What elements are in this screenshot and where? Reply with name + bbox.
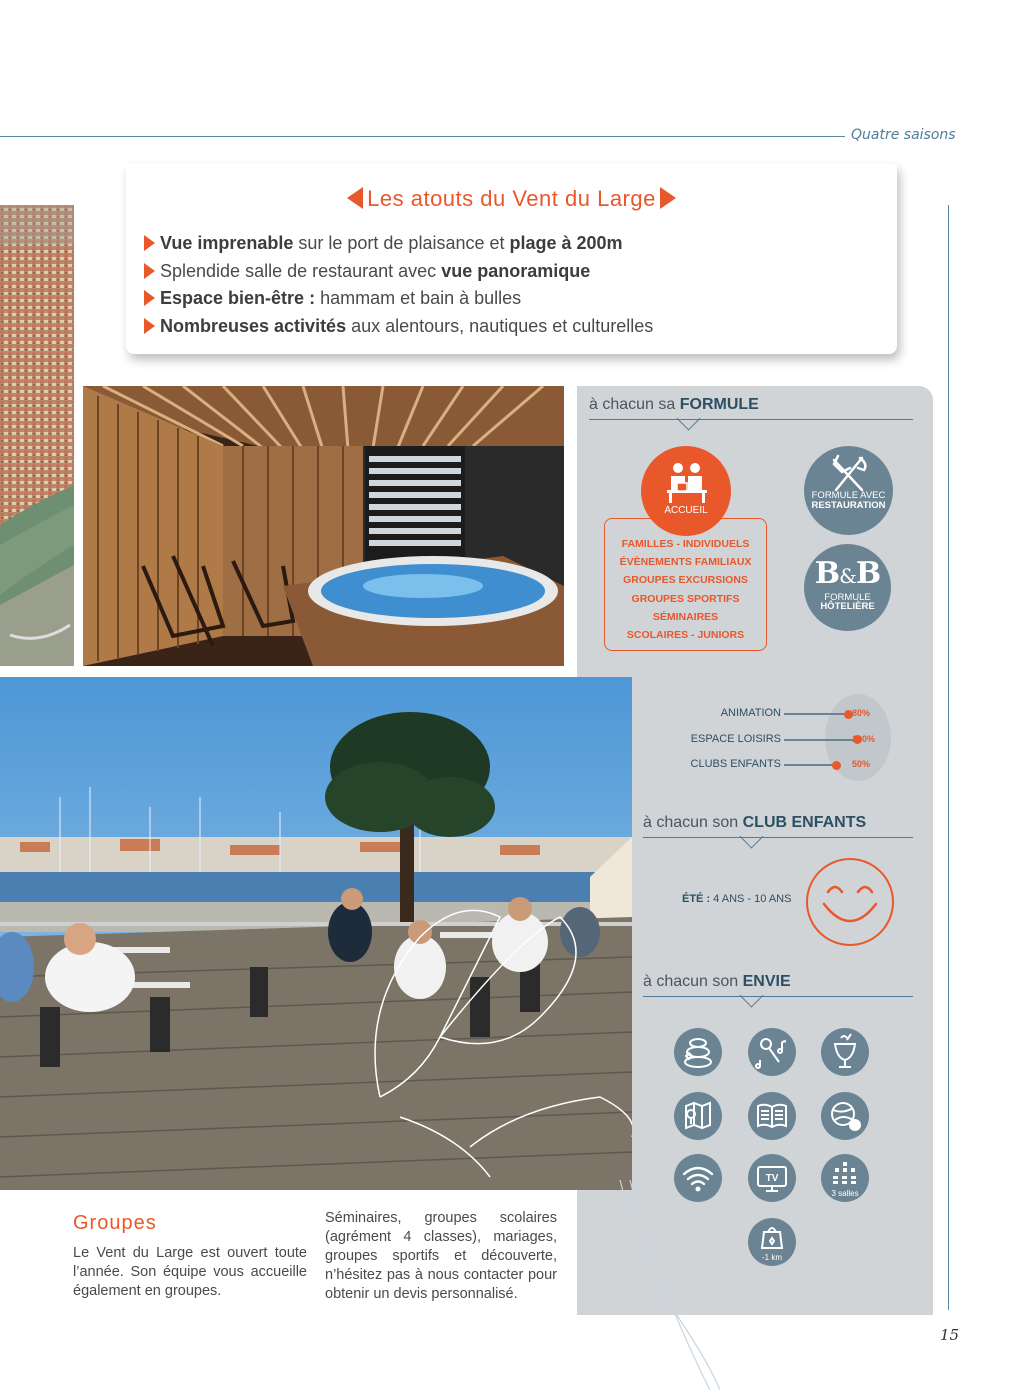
list-item bbox=[144, 230, 653, 258]
bullet-triangle-icon bbox=[144, 263, 155, 279]
library-book-icon bbox=[748, 1092, 796, 1140]
bed-breakfast-circle bbox=[804, 544, 891, 631]
page-number: 15 bbox=[940, 1326, 960, 1344]
header-rule bbox=[0, 136, 845, 137]
groupes-paragraph-2: Séminaires, groupes scolaires (agrément 4 classes), mariages, groupes sportifs et découverte, n’hésitez pas à nous contacter pour obtenir un devis personnalisé. bbox=[325, 1210, 557, 1302]
list-item: SCOLAIRES - JUNIORS bbox=[626, 628, 745, 641]
karaoke-music-icon bbox=[748, 1028, 796, 1076]
groupes-paragraph-1: Le Vent du Large est ouvert toute l’année. Son équipe vous accueille également en groupes. bbox=[73, 1245, 307, 1299]
bb-logo bbox=[804, 556, 891, 591]
triangle-left-icon bbox=[347, 187, 363, 209]
wifi-icon bbox=[674, 1154, 722, 1202]
formule-list bbox=[604, 518, 767, 651]
list-item bbox=[144, 285, 653, 313]
atouts-title: Les atouts du Vent du Large bbox=[367, 186, 656, 211]
svg-text:TV: TV bbox=[765, 1173, 779, 1184]
ete-value: 4 ANS - 10 ANS bbox=[710, 893, 792, 905]
stat-label: CLUBS ENFANTS bbox=[690, 758, 781, 770]
tv-icon bbox=[748, 1154, 796, 1202]
shopping-caption: -1 km bbox=[762, 1253, 782, 1262]
item-text: hammam et bain à bulles bbox=[315, 288, 522, 308]
item-bold: plage à 200m bbox=[509, 233, 623, 253]
restauration-line1: FORMULE AVEC bbox=[811, 490, 886, 501]
list-item: SÉMINAIRES bbox=[652, 610, 719, 623]
margin-rule bbox=[948, 205, 949, 1310]
bb-line1: FORMULE bbox=[824, 592, 871, 603]
item-bold: Espace bien-être : bbox=[160, 288, 316, 308]
list-item: FAMILLES - INDIVIDUELS bbox=[621, 538, 750, 550]
list-item: ÉVÈNEMENTS FAMILIAUX bbox=[619, 556, 752, 569]
restauration-circle bbox=[804, 446, 893, 535]
stat-label: ESPACE LOISIRS bbox=[690, 732, 781, 745]
stat-dot bbox=[832, 761, 841, 770]
heading-bold: FORMULE bbox=[679, 396, 759, 413]
bb-letter: B bbox=[855, 556, 881, 591]
stat-label: ANIMATION bbox=[720, 707, 781, 719]
item-text: Splendide salle de restaurant avec bbox=[160, 260, 442, 281]
list-item bbox=[144, 313, 653, 341]
bullet-triangle-icon bbox=[144, 290, 155, 306]
cocktail-icon bbox=[821, 1028, 869, 1076]
item-bold: vue panoramique bbox=[441, 260, 591, 281]
heading-bold: ENVIE bbox=[742, 973, 791, 990]
item-text: sur le port de plaisance et bbox=[293, 233, 510, 253]
stat-value: 80% bbox=[852, 708, 871, 718]
club-rule bbox=[643, 837, 913, 838]
smiley-icon bbox=[806, 858, 894, 946]
bullet-triangle-icon bbox=[144, 318, 155, 334]
stat-bar bbox=[784, 713, 848, 715]
atouts-title-wrap bbox=[126, 186, 897, 212]
club-age-text bbox=[682, 893, 791, 905]
meeting-rooms-caption: 3 salles bbox=[831, 1189, 859, 1198]
meeting-rooms-icon bbox=[821, 1154, 869, 1202]
triangle-right-icon bbox=[660, 187, 676, 209]
heading-prefix: à chacun son bbox=[643, 814, 743, 831]
list-item bbox=[144, 258, 653, 286]
stat-bar bbox=[784, 764, 836, 766]
groupes-heading: Groupes bbox=[73, 1212, 157, 1234]
envie-heading bbox=[643, 973, 791, 991]
bb-line2: HÔTELIÈRE bbox=[820, 601, 875, 612]
stat-value: 50% bbox=[852, 759, 871, 769]
aerial-town-photo bbox=[0, 205, 74, 666]
list-item: GROUPES SPORTIFS bbox=[631, 592, 740, 605]
heading-prefix: à chacun sa bbox=[589, 396, 680, 413]
bb-letter: B bbox=[814, 556, 840, 591]
shopping-bag-icon bbox=[748, 1218, 796, 1266]
item-text: aux alentours, nautiques et culturelles bbox=[346, 315, 654, 336]
item-bold: Vue imprenable bbox=[160, 233, 294, 253]
bullet-triangle-icon bbox=[144, 235, 155, 251]
formule-rule bbox=[589, 419, 913, 420]
map-location-icon bbox=[674, 1092, 722, 1140]
terrace-harbour-photo bbox=[0, 677, 632, 1190]
stat-bar bbox=[784, 739, 857, 741]
stat-value: 100% bbox=[852, 733, 876, 744]
item-bold: Nombreuses activités bbox=[160, 315, 347, 336]
section-name: Quatre saisons bbox=[851, 127, 956, 143]
wellness-stones-icon bbox=[674, 1028, 722, 1076]
bb-ampersand: & bbox=[839, 564, 856, 588]
petanque-icon bbox=[821, 1092, 869, 1140]
atouts-list bbox=[144, 230, 653, 340]
envie-rule bbox=[643, 996, 913, 997]
spa-jacuzzi-photo bbox=[83, 386, 564, 666]
ete-label: ÉTÉ : bbox=[682, 893, 711, 905]
list-item: GROUPES EXCURSIONS bbox=[623, 574, 748, 587]
heading-bold: CLUB ENFANTS bbox=[742, 814, 867, 831]
restauration-line2: RESTAURATION bbox=[811, 500, 886, 511]
heading-prefix: à chacun son bbox=[643, 973, 743, 990]
formule-heading bbox=[589, 396, 759, 414]
accueil-label: ACCUEIL bbox=[664, 505, 708, 516]
atouts-box bbox=[126, 164, 897, 354]
